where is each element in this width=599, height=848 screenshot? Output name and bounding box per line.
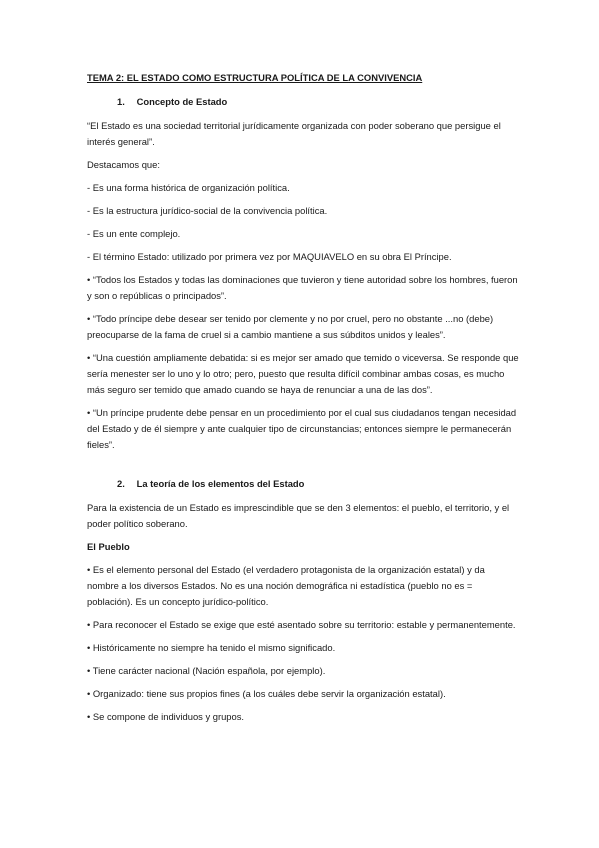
quote-bullet: • “Un príncipe prudente debe pensar en un procedimiento por el cual sus ciudadanos tengan necesidad del Estado y de él siempre y ante cualquier tipo de circunstancias; entonces siempre le permanecerán fieles”. <box>87 407 517 450</box>
section-number: 2. <box>117 478 125 489</box>
section-title: Concepto de Estado <box>136 96 228 107</box>
document-body <box>87 70 519 732</box>
paragraph: Para la existencia de un Estado es imprescindible que se den 3 elementos: el pueblo, el territorio, y el poder político soberano. <box>87 502 510 529</box>
paragraph: Destacamos que: <box>87 159 160 170</box>
bullet-item: • Para reconocer el Estado se exige que esté asentado sobre su territorio: estable y permanentemente. <box>87 619 516 630</box>
definition-quote: “El Estado es una sociedad territorial jurídicamente organizada con poder soberano que persigue el interés general”. <box>87 120 501 147</box>
subheading-pueblo: El Pueblo <box>87 541 130 552</box>
list-item: - Es la estructura jurídico-social de la convivencia política. <box>87 205 328 216</box>
document-title: TEMA 2: EL ESTADO COMO ESTRUCTURA POLÍTICA DE LA CONVIVENCIA <box>87 72 423 83</box>
bullet-item: • Organizado: tiene sus propios fines (a los cuáles debe servir la organización estatal). <box>87 688 446 699</box>
quote-bullet: • “Todo príncipe debe desear ser tenido por clemente y no por cruel, pero no obstante ...no (debe) preocuparse de la fama de cruel si a cambio mantiene a sus súbditos unidos y leales”. <box>87 313 494 340</box>
bullet-item: • Se compone de individuos y grupos. <box>87 711 245 722</box>
section-heading-elementos <box>87 476 519 492</box>
bullet-item: • Es el elemento personal del Estado (el verdadero protagonista de la organización estatal) y da nombre a los diversos Estados. No es una noción demográfica ni estadística (pueblo no es = población). Es un concepto jurídico-político. <box>87 564 485 607</box>
quote-bullet: • “Una cuestión ampliamente debatida: si es mejor ser amado que temido o viceversa. Se responde que sería menester ser lo uno y lo otro; pero, puesto que resulta difícil combinar ambas cosas, es mucho más seguro ser temido que amado cuando se haya de renunciar a una de las dos”. <box>87 352 519 395</box>
section-title: La teoría de los elementos del Estado <box>136 478 305 489</box>
section-heading-concepto <box>87 94 519 110</box>
bullet-item: • Históricamente no siempre ha tenido el mismo significado. <box>87 642 336 653</box>
list-item: - Es una forma histórica de organización política. <box>87 182 290 193</box>
section-number: 1. <box>117 96 125 107</box>
list-item: - El término Estado: utilizado por primera vez por MAQUIAVELO en su obra El Príncipe. <box>87 251 452 262</box>
spacer <box>87 460 519 476</box>
list-item: - Es un ente complejo. <box>87 228 181 239</box>
bullet-item: • Tiene carácter nacional (Nación española, por ejemplo). <box>87 665 326 676</box>
quote-bullet: • “Todos los Estados y todas las dominaciones que tuvieron y tiene autoridad sobre los hombres, fueron y son o repúblicas o principados”. <box>87 274 518 301</box>
